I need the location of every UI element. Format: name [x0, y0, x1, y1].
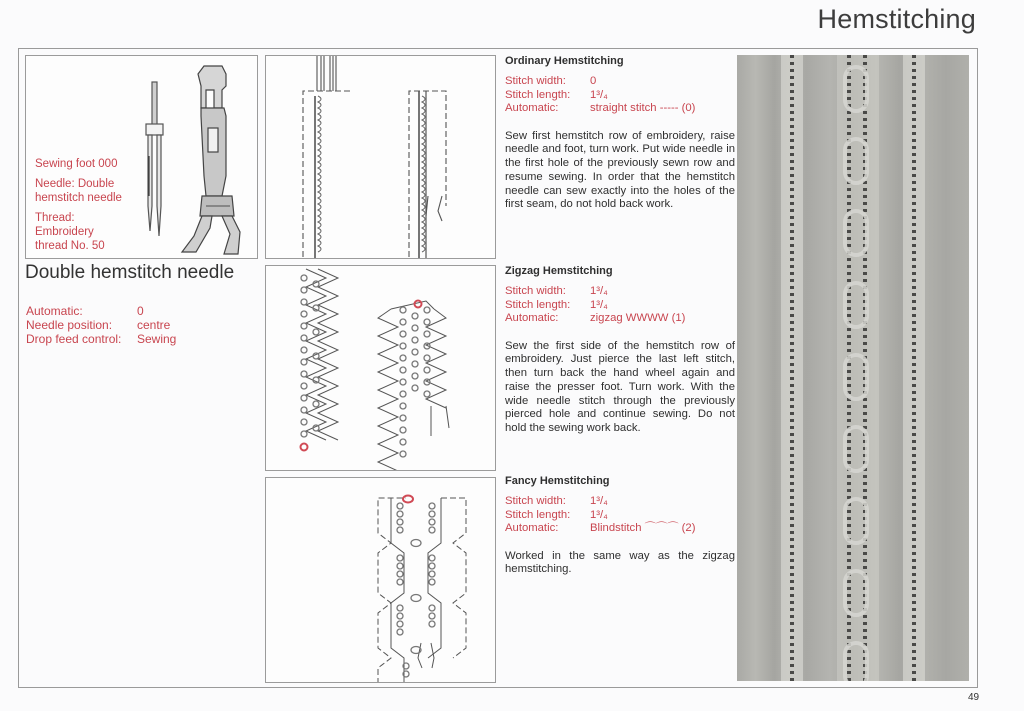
- setting-value: Sewing: [137, 332, 177, 346]
- needle-entry-marker: [403, 496, 413, 503]
- stitch-params: [505, 75, 735, 116]
- needle-entry-marker: [415, 301, 422, 308]
- setting-row-drop-feed: [26, 332, 176, 346]
- needle-label: Needle: Double: [35, 178, 115, 190]
- fancy-chain-link: [843, 497, 869, 545]
- page-title: Hemstitching: [817, 4, 976, 34]
- section-heading: Fancy Hemstitching: [505, 475, 610, 487]
- param-value: 1³/₄: [590, 495, 608, 507]
- section-body: Sew the first side of the hemstitch row of embroidery. Just pierce the last left stitch, then turn back the hand wheel again and raise the presser foot. Turn work. With the wide needle stitch through the previously pierced hole and continue sewing. Do not hold the sewing work back.: [505, 339, 735, 435]
- param-value: zigzag WWWW (1): [590, 312, 686, 324]
- param-value: 1³/₄: [590, 508, 608, 521]
- param-row: [505, 522, 735, 536]
- setting-key: Needle position:: [26, 318, 113, 332]
- param-key: Stitch length:: [505, 508, 571, 521]
- section-body: Sew first hemstitch row of embroidery, raise needle and foot, turn work. Put wide needle in the first hole of the previously sewn row and resume sewing. In order that the hemstitch needle can sew exactly into the holes of the first seam, do not hold back work.: [505, 129, 735, 211]
- param-value: Blindstitch ⌒⌒⌒ (2): [590, 522, 696, 534]
- page-number: 49: [968, 692, 980, 703]
- foot-label: Sewing foot 000: [35, 158, 118, 170]
- param-key: Stitch width:: [505, 495, 566, 507]
- param-row: [505, 75, 735, 89]
- param-row: [505, 312, 735, 326]
- setting-key: Automatic:: [26, 304, 83, 318]
- ordinary-hemstitch-illustration: [266, 56, 496, 259]
- fancy-hemstitch-diagram: [265, 477, 496, 683]
- thread-label: Thread:: [35, 212, 75, 224]
- param-key: Stitch width:: [505, 285, 566, 297]
- param-key: Automatic:: [505, 312, 559, 324]
- param-row: [505, 89, 735, 103]
- fancy-chain-link: [843, 569, 869, 617]
- setting-value: 0: [137, 304, 144, 318]
- setting-key: Drop feed control:: [26, 332, 122, 346]
- param-key: Automatic:: [505, 102, 559, 114]
- setting-row-needle-position: [26, 318, 176, 332]
- sewing-foot-illustration-box: [25, 55, 258, 259]
- param-row: [505, 102, 735, 116]
- fancy-chain-link: [843, 281, 869, 329]
- ordinary-hemstitch-diagram: [265, 55, 496, 259]
- zigzag-hemstitch-illustration: [266, 266, 496, 471]
- stitch-params: [505, 495, 735, 536]
- fancy-chain-link: [843, 425, 869, 473]
- hemstitch-fabric-sample-photo: [737, 55, 969, 681]
- double-needle-icon: [146, 82, 163, 236]
- param-row: [505, 495, 735, 509]
- presser-foot-icon: [182, 66, 240, 254]
- param-value: straight stitch ----- (0): [590, 102, 696, 114]
- machine-settings: [26, 304, 176, 346]
- fancy-chain-link: [843, 65, 869, 113]
- param-value: 1³/₄: [590, 285, 608, 297]
- param-value: 0: [590, 75, 597, 87]
- setting-row-automatic: [26, 304, 176, 318]
- section-zigzag-hemstitching: [505, 265, 735, 436]
- section-title-double-hemstitch-needle: Double hemstitch needle: [25, 262, 235, 283]
- setting-value: centre: [137, 318, 171, 332]
- hemstitch-holes-right: [912, 55, 916, 681]
- fancy-chain-link: [843, 353, 869, 401]
- needle-entry-marker: [301, 444, 308, 451]
- thread-label-cont2: thread No. 50: [35, 240, 105, 252]
- hemstitch-holes-left: [790, 55, 794, 681]
- param-key: Stitch width:: [505, 75, 566, 87]
- thread-label-cont: Embroidery: [35, 226, 94, 238]
- section-heading: Zigzag Hemstitching: [505, 265, 613, 277]
- stitch-params: [505, 285, 735, 326]
- param-key: Stitch length:: [505, 88, 571, 101]
- needle-label-cont: hemstitch needle: [35, 192, 122, 204]
- fancy-chain-link: [843, 137, 869, 185]
- section-fancy-hemstitching: [505, 475, 735, 577]
- section-heading: Ordinary Hemstitching: [505, 55, 624, 67]
- fancy-chain-link: [843, 641, 869, 681]
- fancy-chain-link: [843, 209, 869, 257]
- param-row: [505, 285, 735, 299]
- section-body: Worked in the same way as the zigzag hemstitching.: [505, 549, 735, 576]
- section-ordinary-hemstitching: [505, 55, 735, 212]
- zigzag-hemstitch-diagram: [265, 265, 496, 471]
- param-row: [505, 299, 735, 313]
- param-row: [505, 509, 735, 523]
- param-value: 1³/₄: [590, 88, 608, 101]
- param-key: Stitch length:: [505, 298, 571, 311]
- param-value: 1³/₄: [590, 298, 608, 311]
- param-key: Automatic:: [505, 522, 559, 534]
- fancy-hemstitch-illustration: [266, 478, 496, 683]
